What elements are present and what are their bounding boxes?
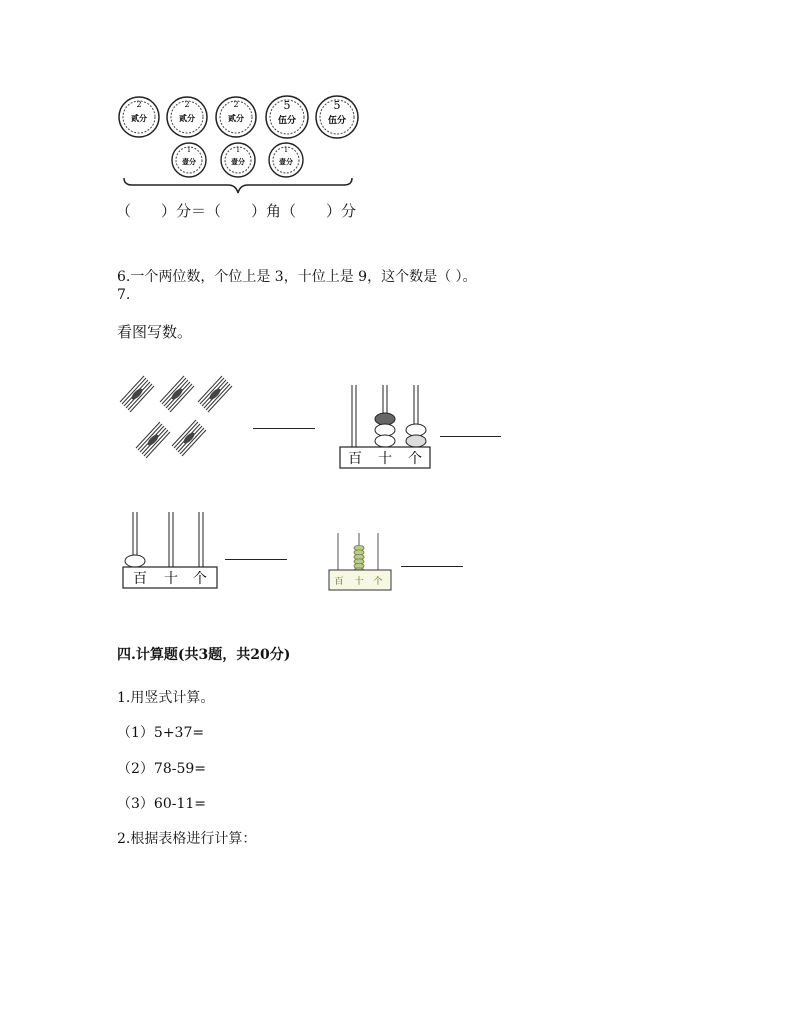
section-4-q2-title: 2.根据表格进行计算： bbox=[117, 831, 257, 847]
coin-1fen-3 bbox=[269, 143, 303, 177]
stick-bundles-figure bbox=[118, 370, 243, 465]
stick-bundle bbox=[120, 376, 154, 412]
label-ge: 个 bbox=[193, 571, 207, 587]
coin-label: 贰分 bbox=[179, 113, 195, 123]
coin-number: 2 bbox=[233, 100, 239, 109]
abacus-c bbox=[120, 510, 220, 592]
coins-figure bbox=[110, 90, 370, 200]
coin-number: 2 bbox=[184, 100, 190, 109]
coin-label: 伍分 bbox=[277, 116, 297, 126]
stick-bundle bbox=[136, 422, 170, 458]
question-7-instruction: 看图写数。 bbox=[117, 323, 193, 341]
coin-2fen-3 bbox=[216, 97, 256, 137]
coin-number: 1 bbox=[235, 146, 241, 154]
fen-close: ）分 bbox=[326, 202, 357, 220]
coin-5fen-2 bbox=[316, 96, 358, 138]
coin-number: 1 bbox=[186, 146, 192, 154]
calc-item-3: （3）60-11= bbox=[117, 796, 206, 812]
answer-blank-abacus-b[interactable] bbox=[440, 436, 501, 437]
coin-number: 5 bbox=[283, 99, 291, 112]
bead-tens bbox=[375, 424, 395, 436]
abacus-b-svg bbox=[338, 383, 434, 471]
abacus-c-svg bbox=[120, 510, 220, 592]
section-4-title: 四.计算题(共3题，共20分) bbox=[117, 647, 291, 663]
coins-answer-line bbox=[116, 200, 356, 221]
paren-open: （ bbox=[116, 202, 132, 220]
curly-brace bbox=[124, 178, 352, 193]
stick-bundle bbox=[172, 420, 206, 456]
coin-2fen-2 bbox=[167, 97, 207, 137]
answer-blank-abacus-d[interactable] bbox=[401, 566, 463, 567]
abacus-d bbox=[326, 530, 394, 593]
label-bai: 百 bbox=[348, 451, 362, 467]
section-4-q1-title: 1.用竖式计算。 bbox=[117, 690, 215, 706]
bead-hundreds bbox=[125, 555, 145, 567]
coin-label: 伍分 bbox=[327, 116, 347, 126]
coin-number: 5 bbox=[333, 99, 341, 112]
coin-label: 壹分 bbox=[182, 157, 196, 166]
stick-bundle bbox=[198, 376, 232, 412]
coin-label: 贰分 bbox=[131, 113, 147, 123]
answer-blank-bundles[interactable] bbox=[253, 428, 315, 429]
stick-bundles-svg bbox=[118, 370, 243, 465]
coin-label: 壹分 bbox=[231, 157, 245, 166]
label-bai: 百 bbox=[133, 571, 147, 587]
coin-label: 壹分 bbox=[279, 157, 293, 166]
bead-ones bbox=[406, 424, 426, 436]
abacus-b bbox=[338, 383, 434, 471]
coin-2fen-1 bbox=[119, 97, 159, 137]
abacus-d-svg bbox=[326, 530, 394, 593]
label-ge: 个 bbox=[408, 451, 422, 467]
coins-svg bbox=[110, 90, 370, 200]
coin-1fen-2 bbox=[221, 143, 255, 177]
coin-1fen-1 bbox=[172, 143, 206, 177]
label-bai: 百 bbox=[334, 577, 344, 587]
coin-5fen-1 bbox=[266, 96, 308, 138]
label-ge: 个 bbox=[373, 577, 383, 587]
jiao-paren: ）角（ bbox=[251, 202, 297, 220]
coin-label: 贰分 bbox=[228, 113, 244, 123]
coin-number: 2 bbox=[136, 100, 142, 109]
question-7-number: 7. bbox=[117, 287, 131, 303]
label-shi: 十 bbox=[164, 571, 178, 587]
calc-item-1: （1）5+37= bbox=[117, 725, 205, 741]
answer-blank-abacus-c[interactable] bbox=[225, 559, 287, 560]
label-shi: 十 bbox=[354, 577, 364, 587]
label-shi: 十 bbox=[378, 451, 392, 467]
calc-item-2: （2）78-59= bbox=[117, 761, 206, 777]
fen-equals: ）分＝（ bbox=[161, 202, 222, 220]
bead-tens bbox=[375, 413, 395, 425]
bead-tens bbox=[375, 435, 395, 447]
stick-bundle bbox=[160, 376, 194, 412]
question-6: 6.一个两位数，个位上是 3，十位上是 9，这个数是（ ）。 bbox=[117, 269, 477, 285]
coin-number: 1 bbox=[283, 146, 289, 154]
bead-ones bbox=[406, 435, 426, 447]
